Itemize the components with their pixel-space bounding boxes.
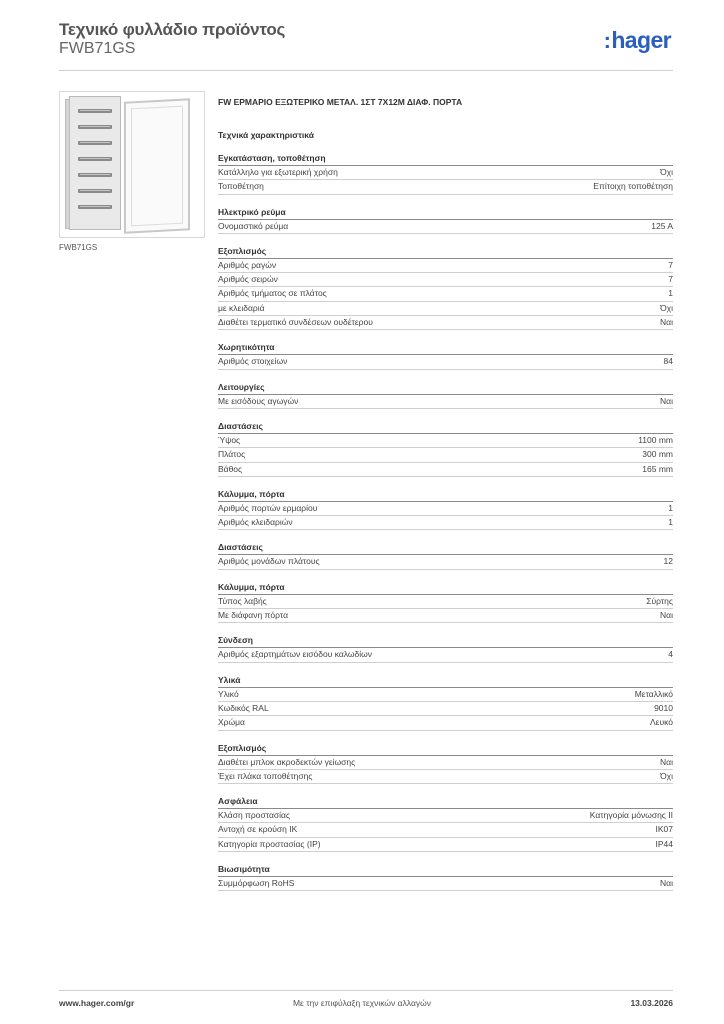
logo-text: hager [611,27,671,53]
spec-value: 300 mm [642,449,673,460]
group-title: Εξοπλισμός [218,245,673,259]
spec-group [218,863,673,891]
spec-row [218,648,673,662]
din-rail [78,173,112,177]
spec-label: Τοποθέτηση [218,181,264,192]
spec-group [218,581,673,624]
spec-group [218,420,673,477]
spec-row [218,434,673,448]
spec-group [218,341,673,369]
spec-value: Όχι [660,770,673,781]
spec-label: Ονομαστικό ρεύμα [218,220,289,231]
door-glass [131,106,183,227]
group-title: Υλικά [218,674,673,688]
group-title: Σύνδεση [218,634,673,648]
document-title: Τεχνικό φυλλάδιο προϊόντος [59,20,286,39]
group-title: Εξοπλισμός [218,742,673,756]
spec-row [218,273,673,287]
group-title: Ηλεκτρικό ρεύμα [218,206,673,220]
spec-label: Κωδικός RAL [218,702,269,713]
group-title: Κάλυμμα, πόρτα [218,488,673,502]
spec-row [218,823,673,837]
spec-row [218,220,673,234]
spec-label: Ύψος [218,434,241,445]
spec-value: Σύρτης [646,595,673,606]
spec-group [218,152,673,195]
group-title: Βιωσιμότητα [218,863,673,877]
group-title: Ασφάλεια [218,795,673,809]
group-title: Κάλυμμα, πόρτα [218,581,673,595]
transparent-door [124,98,190,233]
group-title: Χωρητικότητα [218,341,673,355]
spec-row [218,502,673,516]
spec-value: 7 [668,259,673,270]
spec-row [218,609,673,623]
spec-label: Αριθμός ραγών [218,259,277,270]
section-title: Τεχνικά χαρακτηριστικά [218,130,314,140]
group-title: Λειτουργίες [218,381,673,395]
spec-label: Χρώμα [218,717,245,728]
cabinet-side [65,99,70,229]
spec-label: Τύπος λαβής [218,595,267,606]
spec-value: 165 mm [642,463,673,474]
spec-label: Κατηγορία προστασίας (IP) [218,838,321,849]
spec-value: 4 [668,649,673,660]
spec-label: Έχει πλάκα τοποθέτησης [218,770,313,781]
spec-group [218,206,673,234]
din-rail [78,125,112,129]
spec-label: Συμμόρφωση RoHS [218,878,295,889]
spec-row [218,259,673,273]
spec-row [218,516,673,530]
spec-value: 1 [668,502,673,513]
spec-value: Επίτοιχη τοποθέτηση [593,181,673,192]
spec-value: Ναι [660,610,673,621]
spec-value: Όχι [660,167,673,177]
website-link[interactable]: www.hager.com/gr [59,998,135,1008]
spec-label: Αριθμός εξαρτημάτων εισόδου καλωδίων [218,649,373,660]
spec-label: Αριθμός σειρών [218,274,278,285]
spec-group [218,634,673,662]
spec-group [218,674,673,731]
spec-value: Λευκό [650,717,673,728]
din-rail [78,109,112,113]
spec-row [218,770,673,784]
group-title: Διαστάσεις [218,541,673,555]
din-rail [78,189,112,193]
spec-row [218,877,673,891]
spec-label: με κλειδαριά [218,302,265,313]
spec-row [218,809,673,823]
spec-groups [218,152,673,902]
page-header [59,20,673,60]
spec-label: Διαθέτει τερματικό συνδέσεων ουδέτερου [218,317,373,328]
spec-label: Κατάλληλο για εξωτερική χρήση [218,167,338,177]
spec-label: Αριθμός πορτών ερμαρίου [218,502,318,513]
spec-row [218,702,673,716]
spec-label: Πλάτος [218,449,246,460]
spec-row [218,316,673,330]
spec-label: Κλάση προστασίας [218,810,291,821]
spec-value: Ναι [660,395,673,406]
spec-row [218,166,673,180]
spec-group [218,742,673,785]
spec-value: Ναι [660,756,673,767]
spec-value: 7 [668,274,673,285]
spec-label: Αντοχή σε κρούση IK [218,824,298,835]
product-image [59,91,205,238]
spec-row [218,302,673,316]
hager-logo: :hager [603,27,671,53]
product-name: FW ΕΡΜΑΡΙΟ ΕΞΩΤΕΡΙΚΟ ΜΕΤΑΛ. 1ΣΤ 7Χ12Μ ΔΙΑΦ. ΠΟΡΤΑ [218,97,463,107]
group-title: Εγκατάσταση, τοποθέτηση [218,152,673,166]
spec-value: Ναι [660,317,673,328]
spec-value: Μεταλλικό [634,688,673,699]
spec-value: 84 [663,356,673,367]
spec-group [218,488,673,531]
spec-label: Αριθμός κλειδαριών [218,517,293,528]
spec-row [218,595,673,609]
spec-value: Κατηγορία μόνωσης II [589,810,673,821]
image-caption: FWB71GS [59,243,98,252]
spec-row [218,463,673,477]
spec-label: Αριθμός μονάδων πλάτους [218,556,320,567]
spec-row [218,355,673,369]
spec-value: 125 A [651,220,673,231]
spec-label: Υλικό [218,688,239,699]
spec-row [218,688,673,702]
spec-label: Αριθμός τμήματος σε πλάτος [218,288,327,299]
spec-value: IP44 [655,838,673,849]
spec-value: 1 [668,517,673,528]
spec-label: Με διάφανη πόρτα [218,610,288,621]
spec-label: Αριθμός στοιχείων [218,356,288,367]
product-code: FWB71GS [59,40,136,57]
spec-row [218,838,673,852]
din-rail [78,157,112,161]
spec-row [218,448,673,462]
document-date: 13.03.2026 [630,998,673,1008]
footer-divider [59,990,673,991]
spec-group [218,795,673,852]
group-title: Διαστάσεις [218,420,673,434]
spec-group [218,541,673,569]
spec-value: 1100 mm [638,434,673,445]
spec-value: Όχι [660,302,673,313]
spec-value: 1 [668,288,673,299]
spec-value: 9010 [654,702,673,713]
spec-row [218,555,673,569]
spec-value: Ναι [660,878,673,889]
spec-row [218,716,673,730]
spec-row [218,395,673,409]
spec-group [218,245,673,330]
spec-label: Με εισόδους αγωγών [218,395,299,406]
din-rail [78,141,112,145]
footer-notice: Με την επιφύλαξη τεχνικών αλλαγών [292,998,432,1008]
spec-value: IK07 [655,824,673,835]
spec-row [218,180,673,194]
spec-value: 12 [663,556,673,567]
din-rail [78,205,112,209]
spec-label: Διαθέτει μπλοκ ακροδεκτών γείωσης [218,756,356,767]
spec-row [218,287,673,301]
header-divider [59,70,673,71]
spec-group [218,381,673,409]
spec-label: Βάθος [218,463,243,474]
cabinet-body [69,96,121,230]
spec-row [218,756,673,770]
